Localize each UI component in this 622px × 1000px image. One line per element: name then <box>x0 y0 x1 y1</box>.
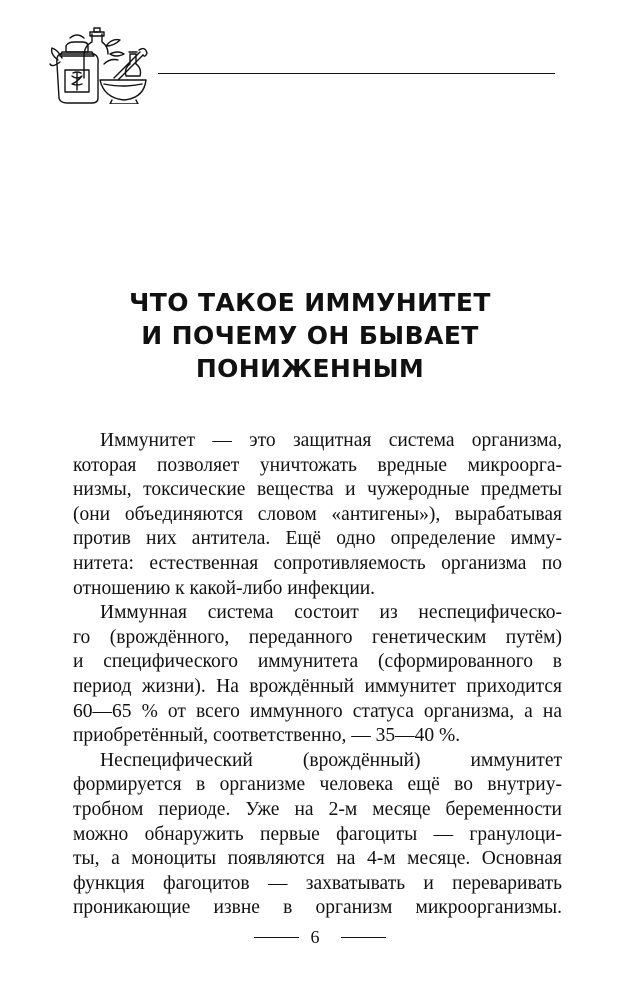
title-line: ЧТО ТАКОЕ ИММУНИТЕТ <box>129 288 491 317</box>
text-line: проникающие извне в организм микроорганизмы. <box>73 897 562 919</box>
text-line: тробном периоде. Уже на 2-м месяце беременности <box>73 798 562 820</box>
text-line: и специфического иммунитета (сформированного в <box>73 651 562 673</box>
text-line: (они объединяются словом «антигены»), вырабатывая <box>73 503 562 525</box>
text-line: против них антитела. Ещё одно определение имму- <box>73 528 562 550</box>
page-footer <box>0 926 622 950</box>
paragraph-1 <box>73 429 562 601</box>
footer-rule-right <box>341 937 386 938</box>
text-line: Иммунитет — это защитная система организма, <box>100 430 562 451</box>
text-line: отношению к какой-либо инфекции. <box>73 577 376 599</box>
text-line: го (врождённого, переданного генетическим путём) <box>73 626 562 648</box>
title-line: И ПОЧЕМУ ОН БЫВАЕТ <box>141 321 479 350</box>
paragraph-2 <box>73 601 562 749</box>
title-line: ПОНИЖЕННЫМ <box>195 354 425 383</box>
header-rule <box>158 73 555 74</box>
paragraph-3 <box>73 749 562 921</box>
text-line: которая позволяет уничтожать вредные микроорга- <box>73 454 562 476</box>
text-line: нитета: естественная сопротивляемость организма по <box>73 552 562 574</box>
text-line: низмы, токсические вещества и чужеродные предметы <box>73 479 562 501</box>
text-line: приобретённый, соответственно, — 35—40 %. <box>73 725 461 747</box>
text-line: 60—65 % от всего иммунного статуса организма, а на <box>73 700 562 722</box>
text-line: ты, а моноциты появляются на 4-м месяце. Основная <box>73 848 562 870</box>
text-line: можно обнаружить первые фагоциты — гранулоци- <box>73 823 562 845</box>
text-line: Неспецифический (врождённый) иммунитет <box>100 749 562 771</box>
text-line: формируется в организме человека ещё во внутриу- <box>73 774 562 796</box>
text-line: функция фагоцитов — захватывать и переваривать <box>73 872 562 894</box>
body-text <box>73 429 562 921</box>
chapter-title <box>60 286 560 385</box>
footer-rule-left <box>254 937 299 938</box>
apothecary-jars-mortar-icon <box>48 24 156 104</box>
text-line: период жизни). На врождённый иммунитет приходится <box>73 675 562 697</box>
page-number: 6 <box>310 927 320 947</box>
text-line: Иммунная система состоит из неспецифическо- <box>100 602 562 624</box>
